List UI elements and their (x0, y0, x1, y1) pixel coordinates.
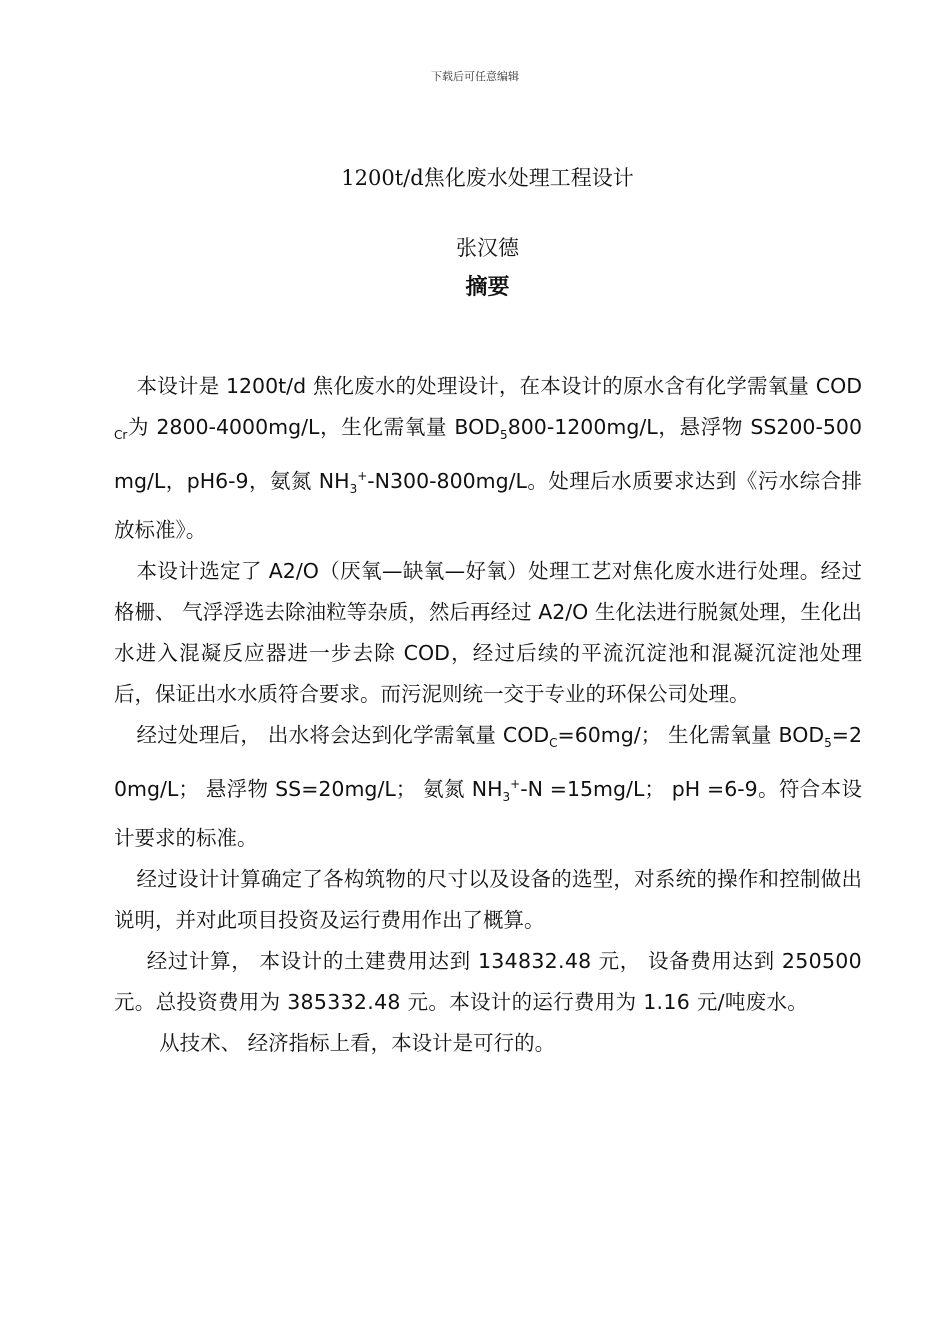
p1-text-c: 800-1200mg/L，悬浮物 SS200-500mg/L，pH6-9，氨氮 NH (114, 415, 862, 493)
document-title: 1200t/d焦化废水处理工程设计 (341, 166, 634, 190)
abstract-heading: 摘要 (465, 275, 510, 300)
p3-text-b: =60mg/； 生化需氧量 BOD (557, 723, 825, 748)
p1-sub-cr: Cr (114, 428, 128, 443)
abstract-paragraph-6: 从技术、 经济指标上看，本设计是可行的。 (159, 1031, 556, 1056)
p3-text-a: 经过处理后， 出水将会达到化学需氧量 COD (136, 723, 550, 748)
p3-sub-5: 5 (824, 736, 832, 751)
p1-text-a: 本设计是 1200t/d 焦化废水的处理设计，在本设计的原水含有化学需氧量 COD (136, 374, 862, 398)
p3-text-c: =20mg/L； 悬浮物 SS=20mg/L； 氨氮 NH (114, 723, 862, 801)
p1-sup-plus: + (357, 469, 368, 484)
abstract-paragraph-4: 经过设计计算确定了各构筑物的尺寸以及设备的选型，对系统的操作和控制做出说明，并对此项目投资及运行费用作出了概算。 (114, 867, 862, 933)
abstract-paragraph-2: 本设计选定了 A2/O（厌氧—缺氧—好氧）处理工艺对焦化废水进行处理。经过格栅、 气浮浮选去除油粒等杂质，然后再经过 A2/O 生化法进行脱氮处理，生化出水进入混凝反应器进一步去除 COD，经过后续的平流沉淀池和混凝沉淀池处理后，保证出水水质符合要求。而污泥则统一交于专业的环保公司处理。 (114, 559, 862, 707)
p3-text-d: -N =15mg/L； pH =6-9。符合本设计要求的标准。 (114, 776, 862, 851)
p3-sub-3: 3 (502, 790, 511, 805)
abstract-paragraph-5: 经过计算， 本设计的土建费用达到 134832.48 元， 设备费用达到 250500 元。总投资费用为 385332.48 元。本设计的运行费用为 1.16 元/吨废水。 (114, 949, 862, 1015)
p3-sub-c: C (549, 736, 558, 751)
document-author: 张汉德 (456, 236, 519, 260)
p1-sub-3: 3 (349, 482, 358, 497)
abstract-paragraph-1 (114, 366, 862, 551)
p3-sup-plus: + (510, 777, 521, 792)
abstract-paragraph-3 (114, 715, 862, 859)
p1-text-d: -N300-800mg/L。处理后水质要求达到《污水综合排放标准》。 (114, 468, 862, 543)
p1-text-b: 为 2800-4000mg/L，生化需氧量 BOD (127, 415, 501, 439)
p1-sub-5: 5 (500, 428, 508, 443)
page-header-note: 下载后可任意编辑 (431, 70, 519, 83)
abstract-body (114, 366, 862, 1064)
